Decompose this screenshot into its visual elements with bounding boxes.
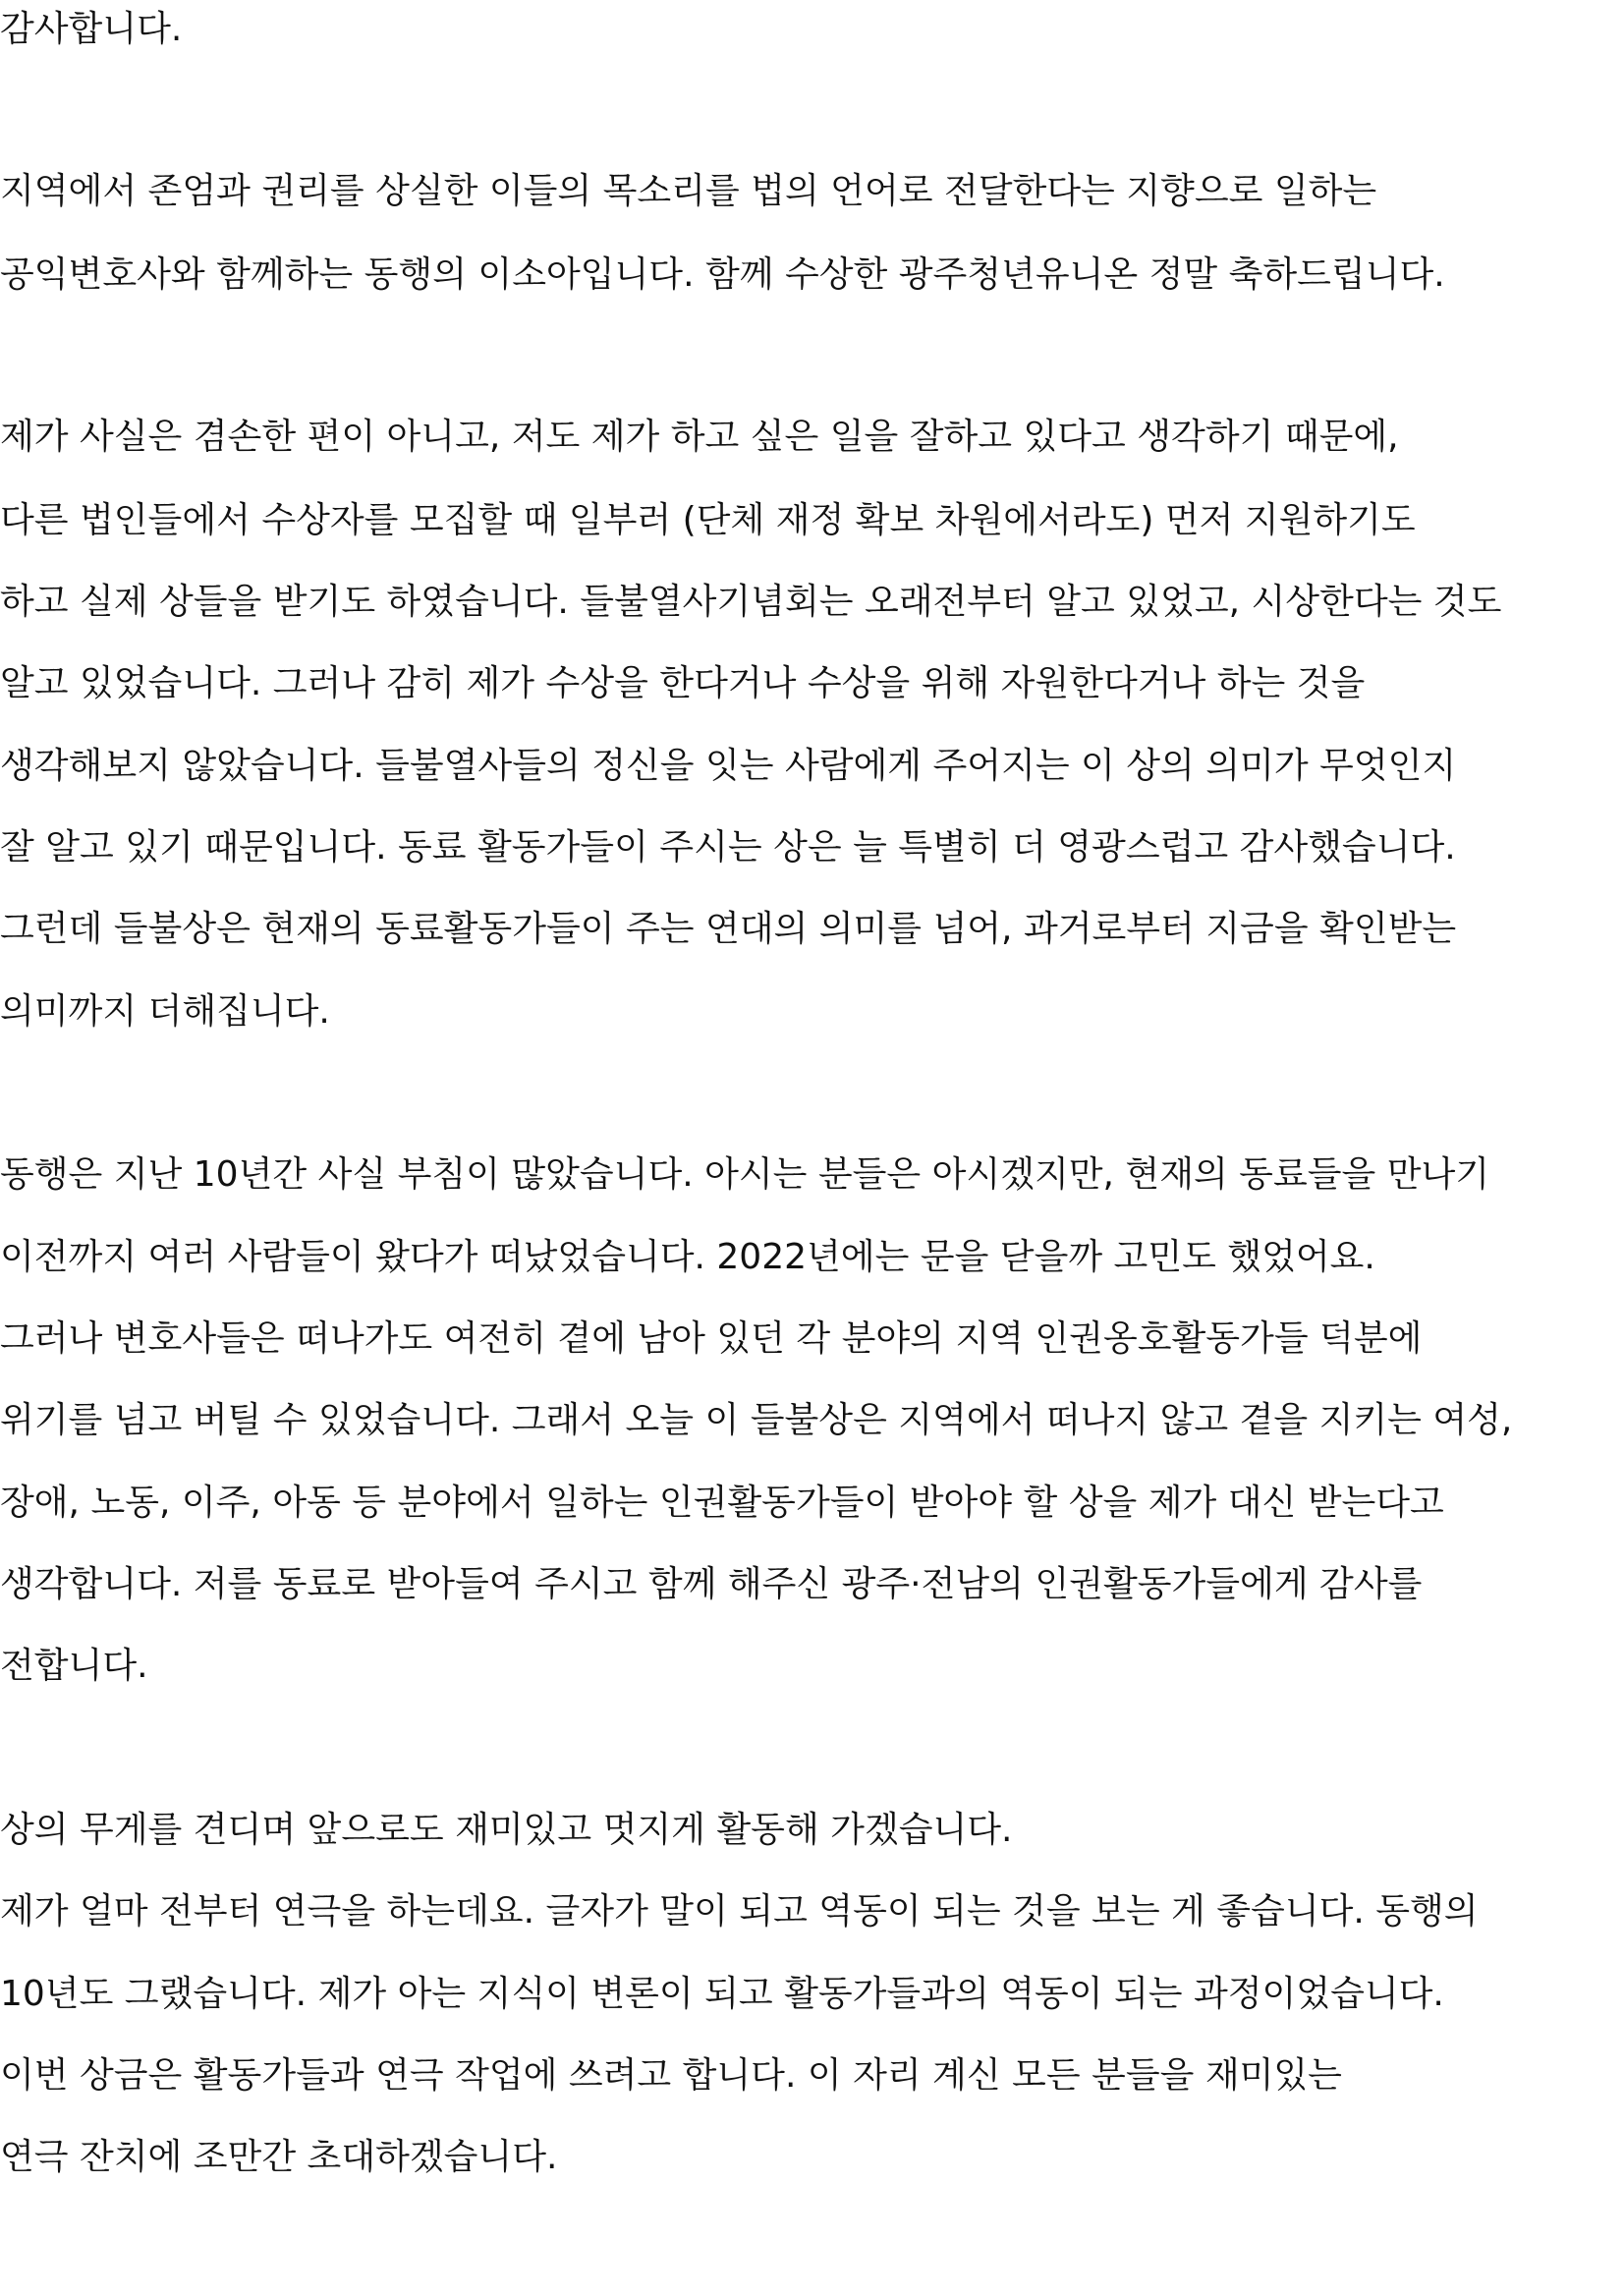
text-line: 상의 무게를 견디며 앞으로도 재미있고 멋지게 활동해 가겠습니다. xyxy=(0,1810,1013,1850)
text-line: 위기를 넘고 버틸 수 있었습니다. 그래서 오늘 이 들불상은 지역에서 떠나지 않고 곁을 지키는 여성, xyxy=(0,1400,1513,1440)
text-line: 잘 알고 있기 때문입니다. 동료 활동가들이 주시는 상은 늘 특별히 더 영광스럽고 감사했습니다. xyxy=(0,827,1456,868)
text-line: 생각해보지 않았습니다. 들불열사들의 정신을 잇는 사람에게 주어지는 이 상의 의미가 무엇인지 xyxy=(0,746,1457,786)
text-line: 감사합니다. xyxy=(0,9,183,49)
text-line: 전합니다. xyxy=(0,1646,148,1686)
text-line: 그런데 들불상은 현재의 동료활동가들이 주는 연대의 의미를 넘어, 과거로부터 지금을 확인받는 xyxy=(0,909,1457,949)
text-line: 이번 상금은 활동가들과 연극 작업에 쓰려고 합니다. 이 자리 계신 모든 분들을 재미있는 xyxy=(0,2055,1342,2096)
text-line: 제가 사실은 겸손한 편이 아니고, 저도 제가 하고 싶은 일을 잘하고 있다고 생각하기 때문에, xyxy=(0,417,1399,457)
text-line: 공익변호사와 함께하는 동행의 이소아입니다. 함께 수상한 광주청년유니온 정말 축하드립니다. xyxy=(0,254,1445,295)
text-line: 다른 법인들에서 수상자를 모집할 때 일부러 (단체 재정 확보 차원에서라도) 먼저 지원하기도 xyxy=(0,500,1416,540)
text-line: 이전까지 여러 사람들이 왔다가 떠났었습니다. 2022년에는 문을 닫을까 고민도 했었어요. xyxy=(0,1237,1375,1277)
text-line: 그러나 변호사들은 떠나가도 여전히 곁에 남아 있던 각 분야의 지역 인권옹호활동가들 덕분에 xyxy=(0,1318,1423,1359)
text-line: 10년도 그랬습니다. 제가 아는 지식이 변론이 되고 활동가들과의 역동이 되는 과정이었습니다. xyxy=(0,1974,1444,2014)
text-line: 의미까지 더해집니다. xyxy=(0,991,330,1032)
text-line: 하고 실제 상들을 받기도 하였습니다. 들불열사기념회는 오래전부터 알고 있었고, 시상한다는 것도 xyxy=(0,582,1502,622)
text-line: 제가 얼마 전부터 연극을 하는데요. 글자가 말이 되고 역동이 되는 것을 보는 게 좋습니다. 동행의 xyxy=(0,1891,1479,1932)
text-line: 생각합니다. 저를 동료로 받아들여 주시고 함께 해주신 광주·전남의 인권활동가들에게 감사를 xyxy=(0,1564,1423,1604)
text-line: 동행은 지난 10년간 사실 부침이 많았습니다. 아시는 분들은 아시겠지만, 현재의 동료들을 만나기 xyxy=(0,1154,1490,1195)
text-line: 알고 있었습니다. 그러나 감히 제가 수상을 한다거나 수상을 위해 자원한다거나 하는 것을 xyxy=(0,663,1366,703)
text-line: 장애, 노동, 이주, 아동 등 분야에서 일하는 인권활동가들이 받아야 할 상을 제가 대신 받는다고 xyxy=(0,1483,1444,1523)
text-line: 연극 잔치에 조만간 초대하겠습니다. xyxy=(0,2137,558,2177)
text-line: 지역에서 존엄과 권리를 상실한 이들의 목소리를 법의 언어로 전달한다는 지향으로 일하는 xyxy=(0,171,1377,211)
